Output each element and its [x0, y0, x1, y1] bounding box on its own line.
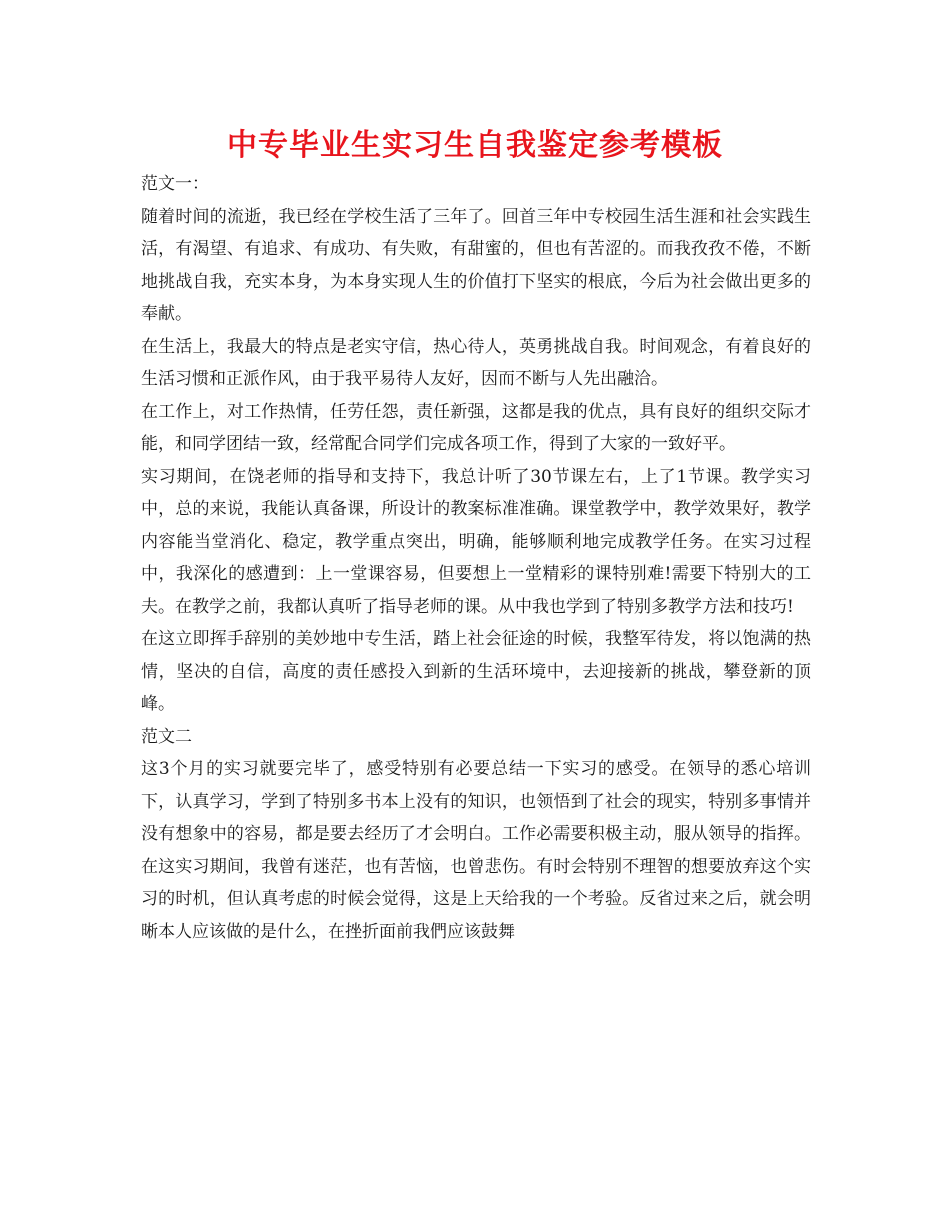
section-heading-2: 范文二 [141, 726, 192, 747]
body-paragraph: 随着时间的流逝，我已经在学校生活了三年了。回首三年中专校园生活生涯和社会实践生活，有渴望、有追求、有成功、有失败，有甜蜜的，但也有苦涩的。而我孜孜不倦，不断地挑战自我，充实本身，为本身实现人生的价值打下坚实的根底，今后为社会做出更多的奉献。 [141, 206, 811, 324]
body-paragraph: 在这立即挥手辞别的美妙地中专生活，踏上社会征途的时候，我整军待发，将以饱满的热情，坚决的自信，高度的责任感投入到新的生活环境中，去迎接新的挑战，攀登新的顶峰。 [141, 629, 811, 714]
section-heading-1: 范文一： [141, 174, 209, 194]
body-paragraph: 实习期间，在饶老师的指导和支持下，我总计听了30节课左右，上了1节课。教学实习中，总的来说，我能认真备课，所设计的教案标准准确。课堂教学中，教学效果好，教学内容能当堂消化、稳定，教学重点突出，明确，能够顺利地完成教学任务。在实习过程中，我深化的感遭到：上一堂课容易，但要想上一堂精彩的课特别难!需要下特别大的工夫。在教学之前，我都认真听了指导老师的课。从中我也学到了特别多教学方法和技巧! [141, 466, 811, 617]
body-paragraph: 在生活上，我最大的特点是老实守信，热心待人，英勇挑战自我。时间观念，有着良好的生活习惯和正派作风，由于我平易待人友好，因而不断与人先出融洽。 [141, 336, 811, 389]
body-paragraph: 在工作上，对工作热情，任劳任怨，责任新强，这都是我的优点，具有良好的组织交际才能，和同学团结一致，经常配合同学们完成各项工作，得到了大家的一致好平。 [141, 401, 811, 454]
body-paragraph: 这3个月的实习就要完毕了，感受特别有必要总结一下实习的感受。在领导的悉心培训下，认真学习，学到了特别多书本上没有的知识，也领悟到了社会的现实，特别多事情并没有想象中的容易，都是要去经历了才会明白。工作必需要积极主动，服从领导的指挥。在这实习期间，我曾有迷茫，也有苦恼，也曾悲伤。有时会特别不理智的想要放弃这个实习的时机，但认真考虑的时候会觉得，这是上天给我的一个考验。反省过来之后，就会明晰本人应该做的是什么，在挫折面前我們应该鼓舞 [141, 759, 811, 942]
document-body [141, 168, 811, 948]
document-title: 中专毕业生实习生自我鉴定参考模板 [227, 128, 723, 163]
